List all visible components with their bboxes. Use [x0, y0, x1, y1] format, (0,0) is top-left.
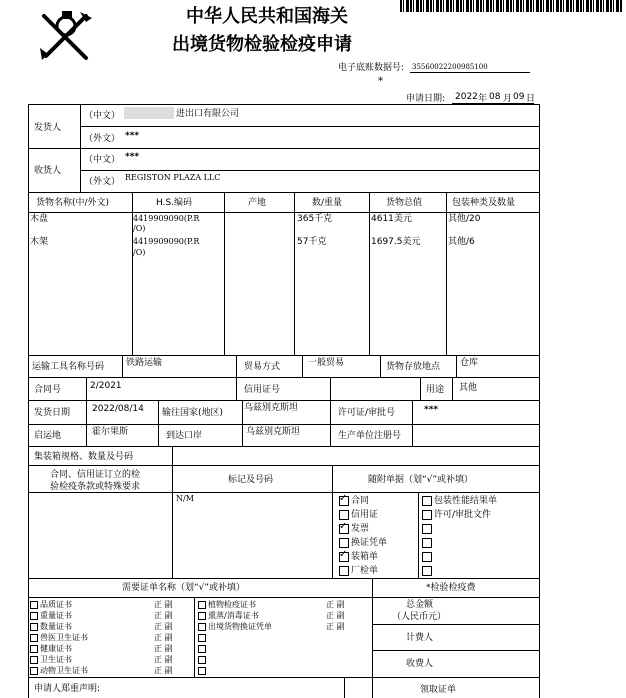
consignee-foreign-value: REGISTON PLAZA LLC: [125, 173, 221, 182]
redacted-block: [124, 107, 174, 119]
dest-country-label: 输往国家(地区): [162, 408, 224, 418]
doc-credit-label: 信用证: [351, 510, 379, 520]
cert-health-label: 健康证书: [40, 644, 72, 653]
goods-header-qty: 数/重量: [312, 198, 343, 208]
cert-checkbox[interactable]: [30, 623, 38, 631]
goods-qty: 365千克: [297, 214, 333, 224]
credit-label: 信用证号: [244, 385, 281, 395]
year-char: 年: [478, 94, 488, 104]
goods-header-pack: 包装种类及数量: [452, 198, 516, 208]
consignor-foreign-label: （外文）: [84, 134, 121, 144]
cert-checkbox[interactable]: [30, 645, 38, 653]
apply-month: 08: [489, 92, 501, 102]
doc-pack-perf-checkbox[interactable]: [422, 496, 432, 506]
to-port-label: 到达口岸: [166, 431, 203, 441]
total-amount-label: 总金额: [406, 600, 434, 610]
transport-value: 铁路运输: [126, 358, 163, 368]
doc-permit-label: 许可/审批文件: [434, 510, 492, 520]
doc-packing-checkbox[interactable]: [339, 552, 349, 562]
contract-value: 2/2021: [90, 381, 122, 391]
cert-checkbox[interactable]: [30, 601, 38, 609]
doc-blank-checkbox[interactable]: [422, 538, 432, 548]
goods-header-origin: 产地: [248, 198, 267, 208]
doc-blank-checkbox[interactable]: [422, 524, 432, 534]
consignee-foreign-label: （外文）: [84, 177, 121, 187]
day-char: 日: [526, 94, 536, 104]
use-label: 用途: [426, 385, 445, 395]
cert-checkbox[interactable]: [198, 656, 206, 664]
container-label: 集装箱规格、数量及号码: [34, 452, 134, 462]
goods-qty: 57千克: [297, 237, 327, 247]
doc-contract-label: 合同: [351, 496, 370, 506]
goods-header-value: 货物总值: [386, 198, 423, 208]
dest-country-value: 乌兹别克斯坦: [244, 403, 299, 413]
declaration-label: 申请人郑重声明:: [34, 684, 101, 694]
doc-packing-label: 装箱单: [351, 552, 379, 562]
permit-value: ***: [424, 405, 439, 415]
e-account-underline: [410, 72, 530, 73]
consignor-foreign-value: ***: [125, 131, 140, 141]
goods-name: 木盘: [30, 214, 49, 224]
cert-copies: 正 副: [326, 622, 345, 631]
consignor-label: 发货人: [34, 123, 62, 133]
doc-invoice-checkbox[interactable]: [339, 524, 349, 534]
fee-title: *检验检疫费: [426, 583, 476, 593]
consignee-label: 收货人: [34, 166, 62, 176]
doc-permit-checkbox[interactable]: [422, 510, 432, 520]
terms-label-2: 验检疫条款或特殊要求: [50, 482, 141, 492]
goods-pack: 其他/20: [448, 214, 481, 224]
cert-checkbox[interactable]: [30, 656, 38, 664]
transport-label: 运输工具名称号码: [32, 362, 105, 372]
docs-label: 随附单据（划“√”或补填）: [368, 475, 474, 485]
cert-fumigation-label: 熏蒸/消毒证书: [208, 611, 259, 620]
to-port-value: 乌兹别克斯坦: [246, 427, 301, 437]
cert-title: 需要证单名称（划“√”或补填）: [122, 583, 246, 593]
star-mark: *: [378, 76, 383, 87]
cert-checkbox[interactable]: [30, 612, 38, 620]
form-title-line1: 中华人民共和国海关: [186, 6, 348, 27]
cert-vet-label: 兽医卫生证书: [40, 633, 88, 642]
cert-copies: 正 副: [154, 622, 173, 631]
consignee-cn-value: ***: [125, 152, 140, 162]
goods-value: 1697.5美元: [371, 237, 421, 247]
goods-hs-cont: /O): [133, 248, 146, 257]
use-value: 其他: [459, 383, 478, 393]
storage-value: 仓库: [460, 358, 479, 368]
cert-copies: 正 副: [326, 600, 345, 609]
cert-checkbox[interactable]: [198, 634, 206, 642]
doc-invoice-label: 发票: [351, 524, 370, 534]
trade-mode-label: 贸易方式: [244, 362, 281, 372]
doc-pack-perf-label: 包装性能结果单: [434, 496, 498, 506]
doc-credit-checkbox[interactable]: [339, 510, 349, 520]
cert-exchange-label: 出境货物换证凭单: [208, 622, 272, 631]
consignor-cn-value: 进出口有限公司: [176, 109, 240, 119]
storage-label: 货物存放地点: [386, 362, 441, 372]
consignor-cn-label: （中文）: [84, 111, 121, 121]
collect-docs-label: 领取证单: [420, 685, 457, 695]
cert-checkbox[interactable]: [198, 667, 206, 675]
terms-label-1: 合同、信用证订立的检: [50, 470, 141, 480]
fee-collect-label: 收费人: [406, 659, 434, 669]
cert-checkbox[interactable]: [198, 645, 206, 653]
trade-mode-value: 一般贸易: [308, 358, 345, 368]
cert-copies: 正 副: [154, 611, 173, 620]
doc-exchange-label: 换证凭单: [351, 538, 388, 548]
apply-day: 09: [513, 92, 525, 102]
consignee-cn-label: （中文）: [84, 155, 121, 165]
permit-label: 许可证/审批号: [338, 408, 396, 418]
fee-calc-label: 计费人: [406, 633, 434, 643]
cert-weight-label: 重量证书: [40, 611, 72, 620]
cert-copies: 正 副: [154, 666, 173, 675]
goods-value: 4611美元: [371, 214, 412, 224]
doc-blank-checkbox[interactable]: [422, 566, 432, 576]
producer-label: 生产单位注册号: [338, 431, 402, 441]
cert-checkbox[interactable]: [30, 667, 38, 675]
cert-sanitary-label: 卫生证书: [40, 655, 72, 664]
cert-copies: 正 副: [154, 644, 173, 653]
total-amount-unit: （人民币元）: [392, 612, 447, 622]
doc-contract-checkbox[interactable]: [339, 496, 349, 506]
contract-label: 合同号: [34, 385, 62, 395]
month-char: 月: [503, 94, 513, 104]
e-account-value: 35560022200985100: [412, 63, 488, 71]
from-value: 霍尔果斯: [92, 427, 129, 437]
marks-value: N/M: [176, 494, 194, 503]
ship-date-label: 发货日期: [34, 408, 71, 418]
cert-plant-label: 植物检疫证书: [208, 600, 256, 609]
cert-quantity-label: 数量证书: [40, 622, 72, 631]
cert-copies: 正 副: [154, 633, 173, 642]
e-account-label: 电子底账数据号:: [338, 63, 405, 73]
cert-checkbox[interactable]: [198, 623, 206, 631]
cert-checkbox[interactable]: [198, 601, 206, 609]
goods-name: 木架: [30, 237, 49, 247]
goods-header-name: 货物名称(中/外文): [36, 198, 110, 208]
marks-label: 标记及号码: [228, 475, 274, 485]
cert-checkbox[interactable]: [30, 634, 38, 642]
from-label: 启运地: [34, 431, 62, 441]
cert-checkbox[interactable]: [198, 612, 206, 620]
cert-copies: 正 副: [154, 600, 173, 609]
goods-hs-cont: /O): [133, 224, 146, 233]
cert-quality-label: 品质证书: [40, 600, 72, 609]
doc-exchange-checkbox[interactable]: [339, 538, 349, 548]
doc-factory-checkbox[interactable]: [339, 566, 349, 576]
goods-hs: 4419909090(P.R: [133, 237, 200, 246]
cert-copies: 正 副: [154, 655, 173, 664]
doc-factory-label: 厂检单: [351, 566, 379, 576]
form-title-line2: 出境货物检验检疫申请: [172, 34, 352, 55]
goods-pack: 其他/6: [448, 237, 475, 247]
ship-date-value: 2022/08/14: [92, 404, 144, 414]
cert-animal-label: 动物卫生证书: [40, 666, 88, 675]
cert-copies: 正 副: [326, 611, 345, 620]
doc-blank-checkbox[interactable]: [422, 552, 432, 562]
apply-year: 2022: [455, 92, 478, 102]
barcode: [400, 0, 622, 12]
goods-header-hs: H.S.编码: [156, 198, 193, 208]
customs-emblem: [36, 8, 96, 64]
goods-hs: 4419909090(P.R: [133, 214, 200, 223]
apply-date-label: 申请日期:: [406, 94, 446, 104]
